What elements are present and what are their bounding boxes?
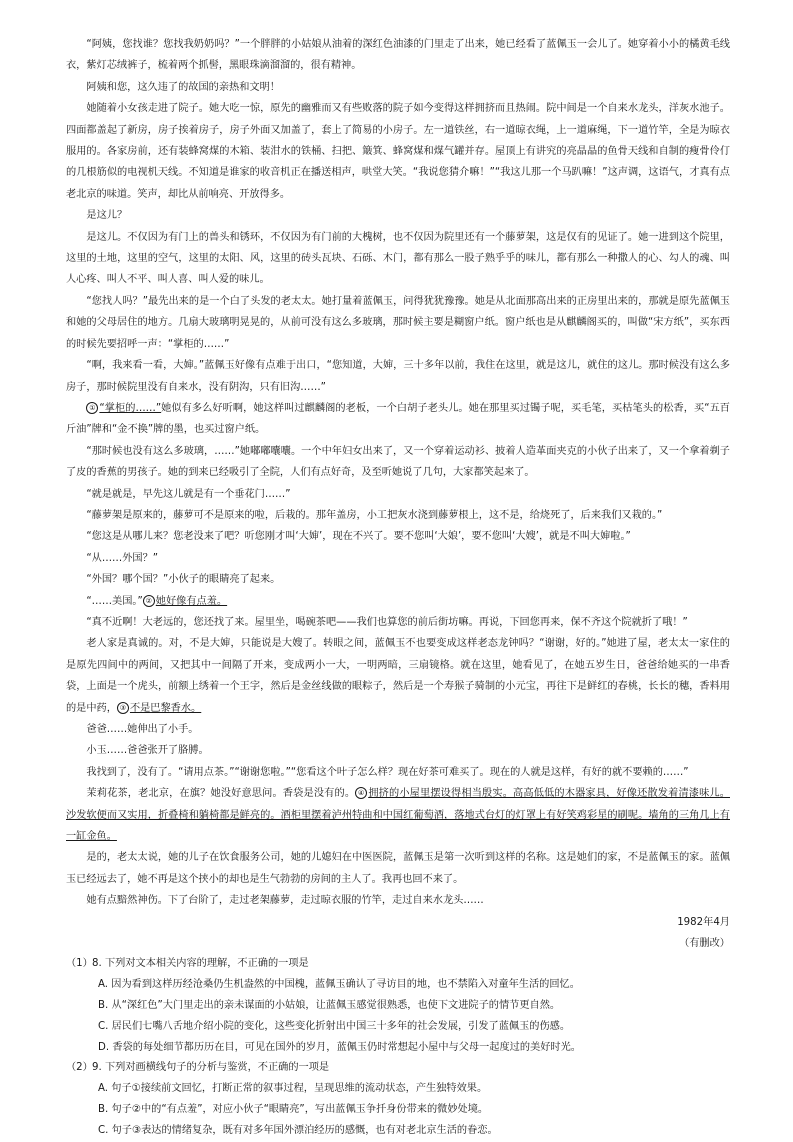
paragraph: “您找人吗？”最先出来的是一个白了头发的老太太。她打量着蓝佩玉，问得犹犹豫豫。她是从北面那高出来的正房里出来的，那就是原先蓝佩玉和她的父母居住的地方。几扇大玻璃明晃晃的，从前可没有这么多玻璃，那时候主要是糊窗户纸。窗户纸也是从麒麟阁买的，叫做“宋方纸”，买东西的时候先要招呼一声：“掌柜的……” [66,295,730,350]
answer-option-d[interactable]: D. 香袋的每处细节都历历在目，可见在国外的岁月，蓝佩玉仍时常想起小屋中与父母一起度过的美好时光。 [98,1041,581,1053]
paragraph: “真不近啊！大老远的，您还找了来。屋里坐，喝碗茶吧——我们也算您的前后街坊嘛。再说，下回您再来，保不齐这个院就折了哦！” [86,616,688,628]
answer-option-b[interactable]: B. 从“深红色”大门里走出的亲未谋面的小姑娘，让蓝佩玉感觉很熟悉，也使下文进院子的情节更自然。 [98,1000,561,1012]
paragraph-text: 茉莉花茶，老北京，在旗？她没好意思问。香袋是没有的。 [86,788,356,800]
paragraph [66,633,730,719]
paragraph [66,783,730,847]
paragraph [66,591,730,612]
question-number: （2） [66,1062,93,1074]
underlined-sentence-3: 不是巴黎香水。 [129,702,202,714]
paragraph: 是这儿？ [86,210,128,222]
paragraph [66,398,730,441]
paragraph: 我找到了，没有了。“请用点茶。”“谢谢您啦。”“您看这个叶子怎么样？现在好茶可难买了。现在的人就是这样，有好的就不要赖的……” [86,766,689,778]
paragraph: “就是就是，早先这儿就是有一个垂花门……” [86,488,291,500]
paragraph: “外国？哪个国？”小伙子的眼睛亮了起来。 [86,574,281,586]
paragraph: “藤萝架是原来的，藤萝可不是原来的啦，后栽的。那年盖房，小工把灰水浇到藤萝根上，这不是，给烧死了，后来我们又栽的。” [86,509,663,521]
answer-option-c[interactable]: C. 居民们七嘴八舌地介绍小院的变化，这些变化折射出中国三十多年的社会发展，引发了蓝佩玉的伤感。 [98,1020,571,1032]
underlined-sentence-1: “掌柜的……” [99,402,162,414]
answer-option-a[interactable]: A. 句子①接续前文回忆，打断正常的叙事过程，呈现思维的流动状态，产生独特效果。 [98,1083,488,1095]
answer-option-c[interactable]: C. 句子③表达的情绪复杂，既有对多年国外漂泊经历的感慨，也有对老北京生活的眷恋。 [98,1124,498,1136]
sentence-marker-3: ③ [117,702,129,714]
paragraph: 阿姨和您，这久违了的故国的亲热和文明！ [86,81,280,93]
paragraph-text: 老人家是真诚的。对，不是大婶，只能说是大嫂了。转眼之间，蓝佩玉不也要变成这样老态龙钟吗？“谢谢，好的。”她进了屋，老太太一家住的是原先四间中的两间，又把其中一间隔了开来，变成两小一大，一明两暗，三扇镜格。就在这里，她看见了，在她五岁生日，爸爸给她买的一串香袋，上面是一个虎头，前额上绣着一个王字，然后是金丝线做的眼粽子，然后是一个寿猴子骑制的小元宝，再往下是鲜红的春桃，长长的穗，香料用的是中药， [66,638,730,714]
paragraph: 是这儿。不仅因为有门上的兽头和锈环，不仅因为有门前的大槐树，也不仅因为院里还有一个藤萝架，这是仅有的见证了。她一进到这个院里，这里的土地，这里的空气，这里的太阳、风，这里的砖头瓦块、石砾、木门，都有那么一股子熟乎乎的味儿，都有那么一种撒人的心、勾人的魂、叫人心疼、叫人不平、叫人喜、叫人爱的味儿。 [66,231,730,286]
paragraph: 她有点黯然神伤。下了台阶了，走过老架藤萝，走过晾衣服的竹竿，走过自来水龙头…… [86,895,484,907]
paragraph: “啊，我来看一看，大婶。”蓝佩玉好像有点难于出口，“您知道，大婶，三十多年以前，我住在这里，就是这儿，就住的这儿。那时候没有这么多房子，那时候院里没有自来水，没有阴沟，只有旧沟……” [66,360,730,393]
underlined-sentence-2: 她好像有点羞。 [155,595,228,607]
paragraph: 爸爸……她伸出了小手。 [86,724,199,735]
question-number: （1） [66,958,93,970]
reading-passage [66,34,730,1142]
paragraph: “从……外国？” [86,552,159,564]
underlined-sentence-4: 拥挤的小屋里摆设得相当殷实。高高低低的木器家具，好像还散发着清漆味儿。沙发软便而又实用，折叠椅和躺椅都是鲜亮的。酒柜里摆着泸州特曲和中国红葡萄酒，落地式台灯的灯罩上有好笑鸡彩星的刷呢。墙角的三角几上有一缸金鱼。 [66,788,730,843]
question-block [66,1058,730,1141]
paragraph: 是的，老太太说，她的儿子在饮食服务公司，她的儿媳妇在中医医院，蓝佩玉是第一次听到这样的名称。这是她们的家，不是蓝佩玉的家。蓝佩玉已经远去了，她不再是这个挟小的却也是生气勃勃的房间的主人了。我再也回不来了。 [66,852,730,885]
question-stem: （1）8. 下列对文本相关内容的理解，不正确的一项是 [66,954,730,975]
question-block [66,954,730,1058]
sentence-marker-4: ④ [355,787,367,799]
paragraph: “阿姨，您找谁？您找我奶奶吗？”一个胖胖的小姑娘从油着的深红色油漆的门里走了出来，她已经看了蓝佩玉一会儿了。她穿着小小的橘黄毛线衣，紫灯芯绒裤子，梳着两个抓髻，黑眼珠滴溜溜的，很有精神。 [66,39,730,72]
sentence-marker-1: ① [86,402,98,414]
question-stem: （2）9. 下列对画横线句子的分析与鉴赏，不正确的一项是 [66,1058,730,1079]
paragraph-text: 她似有多么好听啊，她这样叫过麒麟阁的老板，一个白胡子老头儿。她在那里买过镯子呢，买毛笔，买枯笔头的松香，买“五百斤油”牌和“金不换”牌的墨，也买过窗户纸。 [66,402,730,436]
edit-note: （有删改） [679,938,730,950]
publication-date: 1982年4月 [677,916,730,928]
sentence-marker-2: ② [143,595,155,607]
paragraph: 她随着小女孩走进了院子。她大吃一惊，原先的幽雅而又有些败落的院子如今变得这样拥挤而且热闹。院中间是一个自来水龙头，洋灰水池子。四面都盖起了新房，房子挨着房子，房子外面又加盖了，套上了简易的小房子。左一道铁丝，右一道晾衣绳，上一道麻绳，下一道竹竿，全是为晾衣服用的。各家房前，还有装蜂窝煤的木箱、装泔水的铁桶、扫把、簸箕、蜂窝煤和煤气罐并存。屋顶上有讲究的亮晶晶的鱼骨天线和自制的瘦骨伶仃的几根筋似的电视机天线。不知道是谁家的收音机正在播送相声，哄堂大笑。“我说您猜介嘛！”“我这儿那一个马趴嘛！”这声调，这语气，才真有点老北京的味道。笑声，却比从前响亮、开放得多。 [66,103,730,200]
paragraph: “那时候也没有这么多玻璃，……”她嘟嘟囔囔。一个中年妇女出来了，又一个穿着运动衫、披着人造革面夹克的小伙子出来了，又一个拿着剃子了皮的香蕉的男孩子。她的到来已经吸引了全院，人们有点好奇，及至听她说了几句，大家都笑起来了。 [66,445,730,479]
paragraph: 小玉……爸爸张开了胳膊。 [86,745,209,757]
answer-option-a[interactable]: A. 因为看到这样历经沧桑仍生机盎然的中国槐，蓝佩玉确认了寻访目的地，也不禁陷入对童年生活的回忆。 [98,979,580,991]
paragraph: “您这是从哪儿来？您老没来了吧？听您刚才叫‘大婶’，现在不兴了。要不您叫‘大娘’，要不您叫‘大嫂’，就是不叫大婶啦。” [86,531,631,543]
answer-option-b[interactable]: B. 句子②中的“有点羞”，对应小伙子“眼睛亮”，写出蓝佩玉争扦身份带来的微妙处境。 [98,1104,489,1116]
paragraph-text: “……美国。” [86,595,143,607]
